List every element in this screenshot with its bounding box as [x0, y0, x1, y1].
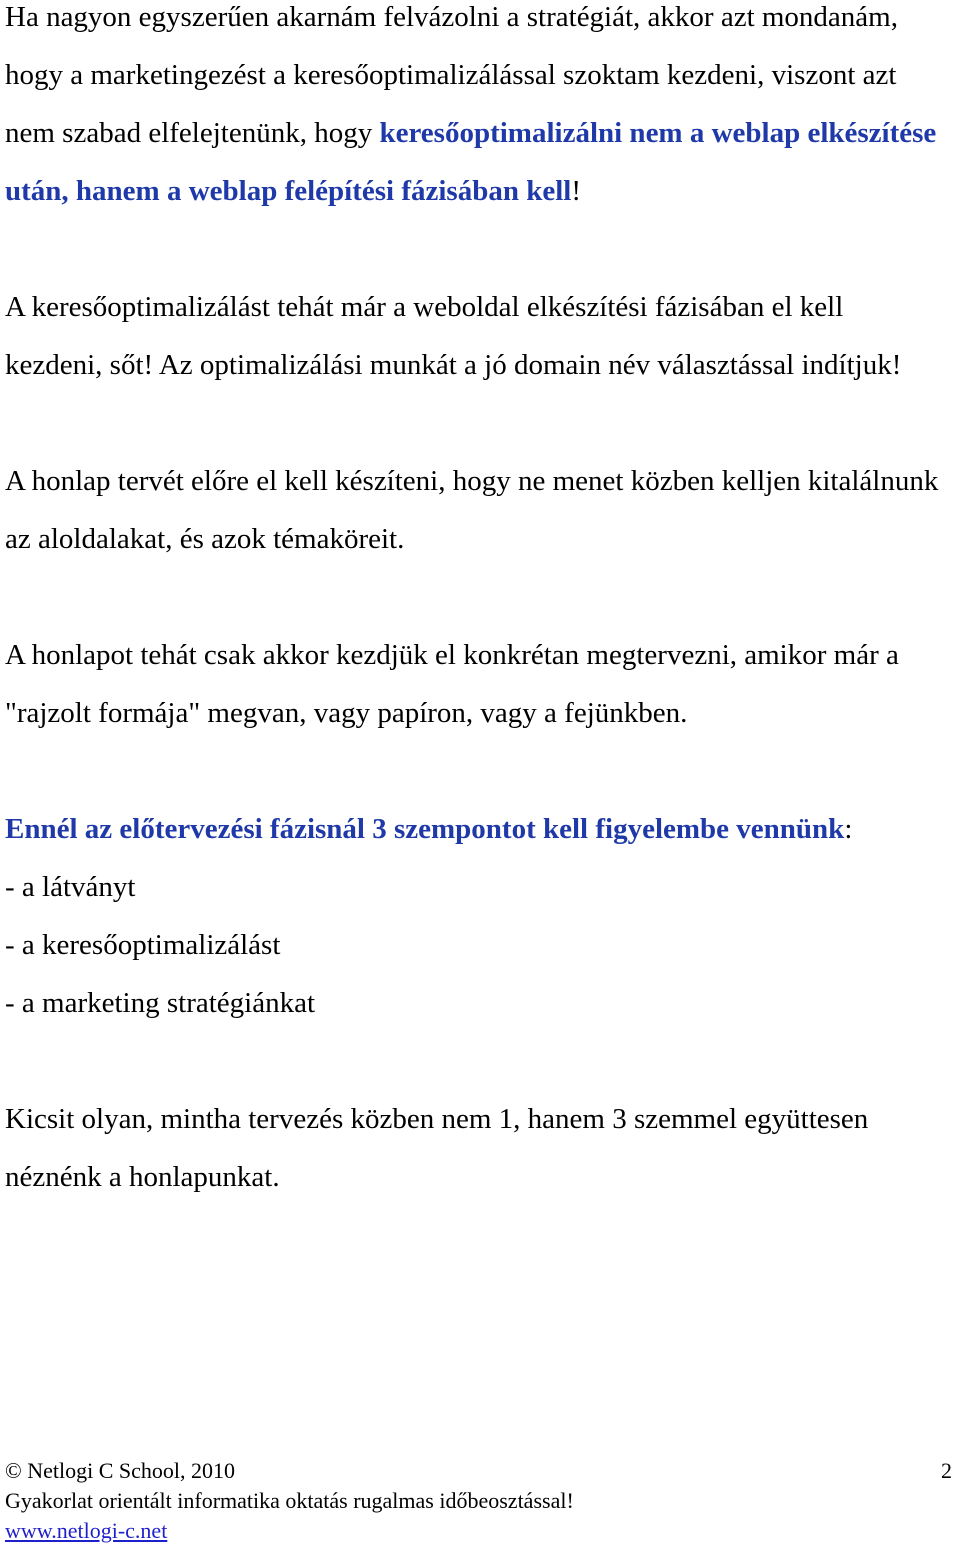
intro-text: Ha nagyon egyszerűen akarnám felvázolni a stratégiát, akkor azt mondanám, hogy a marketingezést a keresőoptimalizálással szoktam kezdeni, viszont azt nem szabad elfelejtenünk, hogy [5, 1, 898, 149]
page-number: 2 [941, 1458, 952, 1483]
intro-emphasis: keresőoptimalizálni nem a weblap elkészítése után, hanem a weblap felépítési fázisában kell [5, 117, 937, 207]
footer-website-link[interactable]: www.netlogi-c.net [5, 1518, 168, 1543]
paragraph-design: A honlapot tehát csak akkor kezdjük el konkrétan megtervezni, amikor már a "rajzolt formája" megvan, vagy papíron, vagy a fejünkben. [5, 639, 899, 729]
footer-tagline: Gyakorlat orientált informatika oktatás rugalmas időbeosztással! [5, 1488, 574, 1513]
paragraph-criteria [5, 800, 945, 1032]
list-item: - a keresőoptimalizálást [5, 929, 281, 961]
paragraph-conclusion: Kicsit olyan, mintha tervezés közben nem 1, hanem 3 szemmel együttesen néznénk a honlapunkat. [5, 1103, 869, 1193]
footer-row [5, 1456, 960, 1486]
document-body [5, 0, 945, 1264]
list-item: - a látványt [5, 871, 136, 903]
page-footer [5, 1456, 960, 1546]
criteria-heading: Ennél az előtervezési fázisnál 3 szempontot kell figyelembe vennünk [5, 813, 845, 845]
list-item: - a marketing stratégiánkat [5, 987, 316, 1019]
intro-end: ! [571, 175, 582, 207]
paragraph-site-plan: A honlap tervét előre el kell készíteni, hogy ne menet közben kelljen kitalálnunk az aloldalakat, és azok témaköreit. [5, 465, 939, 555]
criteria-colon: : [844, 813, 853, 845]
paragraph-intro [5, 0, 945, 220]
footer-copyright: © Netlogi C School, 2010 [5, 1458, 235, 1483]
paragraph-domain: A keresőoptimalizálást tehát már a weboldal elkészítési fázisában el kell kezdeni, sőt! Az optimalizálási munkát a jó domain név választással indítjuk! [5, 291, 902, 381]
